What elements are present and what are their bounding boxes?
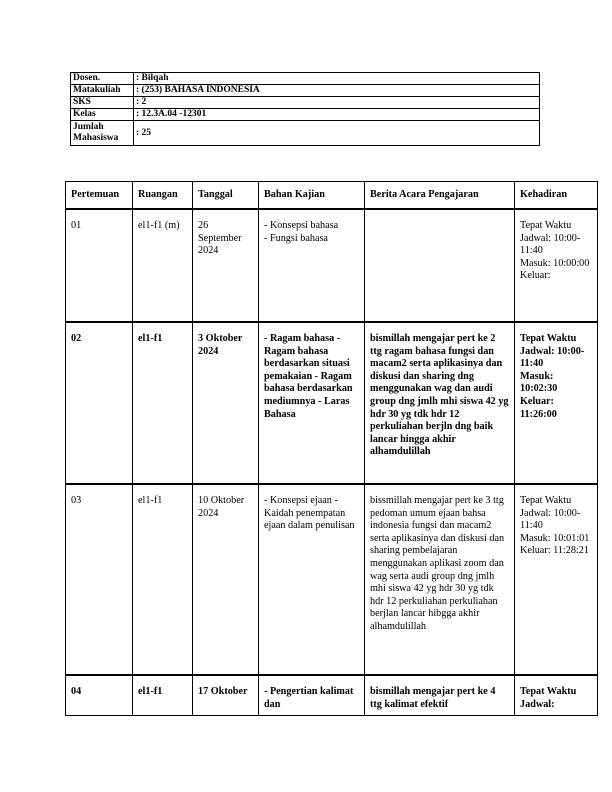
info-label: Dosen.	[71, 73, 134, 85]
cell-ruangan: el1-f1 (m)	[133, 209, 193, 322]
cell-kehadiran: Tepat Waktu Jadwal: 10:00-11:40 Masuk: 10:01:01 Keluar: 11:28:21	[515, 484, 598, 675]
header-ruangan: Ruangan	[133, 182, 193, 210]
info-value: : (253) BAHASA INDONESIA	[134, 85, 540, 97]
header-berita-acara: Berita Acara Pengajaran	[365, 182, 515, 210]
cell-bahan: - Ragam bahasa - Ragam bahasa berdasarkan situasi pemakaian - Ragam bahasa berdasarkan mediumnya - Laras Bahasa	[259, 322, 365, 484]
header-kehadiran: Kehadiran	[515, 182, 598, 210]
header-tanggal: Tanggal	[193, 182, 259, 210]
info-label: Matakuliah	[71, 85, 134, 97]
info-row-dosen	[71, 73, 540, 85]
cell-berita: bissmillah mengajar pert ke 3 ttg pedoman umum ejaan bahsa indonesia fungsi dan macam2 serta aplikasinya dan diskusi dan sharing pembelajaran menggunakan aplikasi zoom dan wag serta audi group dng jmlh mhi siswa 42 yg hdr 30 yg tdk hdr 12 perkuliahan perkuliahan berjlan lancar hibgga akhir alhamdulillah	[365, 484, 515, 675]
cell-ruangan: el1-f1	[133, 322, 193, 484]
cell-berita: bismillah mengajar pert ke 2 ttg ragam bahasa fungsi dan macam2 serta aplikasinya dan diskusi dan sharing dng menggunakan wag dan audi group dng jmlh mhi siswa 42 yg hdr 30 yg tdk hdr 12 perkuliahan berjln dng baik lancar hingga akhir alhamdulillah	[365, 322, 515, 484]
info-value: : Bilqah	[134, 73, 540, 85]
cell-pertemuan: 04	[66, 675, 133, 716]
table-row	[66, 322, 598, 484]
cell-bahan: - Konsepsi bahasa - Fungsi bahasa	[259, 209, 365, 322]
cell-pertemuan: 01	[66, 209, 133, 322]
info-value: : 12.3A.04 -12301	[134, 109, 540, 121]
header-pertemuan: Pertemuan	[66, 182, 133, 210]
table-row	[66, 675, 598, 716]
info-row-jumlah	[71, 121, 540, 146]
info-row-kelas	[71, 109, 540, 121]
cell-kehadiran: Tepat Waktu Jadwal: 10:00-11:40 Masuk: 10:02:30 Keluar: 11:26:00	[515, 322, 598, 484]
info-row-sks	[71, 97, 540, 109]
cell-kehadiran: Tepat Waktu Jadwal:	[515, 675, 598, 716]
table-row	[66, 209, 598, 322]
cell-berita: bismillah mengajar pert ke 4 ttg kalimat efektif	[365, 675, 515, 716]
cell-tanggal: 26 September 2024	[193, 209, 259, 322]
cell-ruangan: el1-f1	[133, 484, 193, 675]
info-value: : 2	[134, 97, 540, 109]
table-row	[66, 484, 598, 675]
cell-berita	[365, 209, 515, 322]
info-row-matakuliah	[71, 85, 540, 97]
cell-pertemuan: 02	[66, 322, 133, 484]
header-bahan-kajian: Bahan Kajian	[259, 182, 365, 210]
cell-tanggal: 10 Oktober 2024	[193, 484, 259, 675]
cell-pertemuan: 03	[66, 484, 133, 675]
info-label: SKS	[71, 97, 134, 109]
cell-bahan: - Konsepsi ejaan - Kaidah penempatan ejaan dalam penulisan	[259, 484, 365, 675]
attendance-table	[65, 181, 598, 716]
cell-bahan: - Pengertian kalimat dan	[259, 675, 365, 716]
cell-ruangan: el1-f1	[133, 675, 193, 716]
info-value: : 25	[134, 121, 540, 146]
info-label: Kelas	[71, 109, 134, 121]
cell-kehadiran: Tepat Waktu Jadwal: 10:00-11:40 Masuk: 10:00:00 Keluar:	[515, 209, 598, 322]
table-header-row	[66, 182, 598, 210]
cell-tanggal: 17 Oktober	[193, 675, 259, 716]
info-label: Jumlah Mahasiswa	[71, 121, 134, 146]
cell-tanggal: 3 Oktober 2024	[193, 322, 259, 484]
course-info-table	[70, 72, 540, 146]
